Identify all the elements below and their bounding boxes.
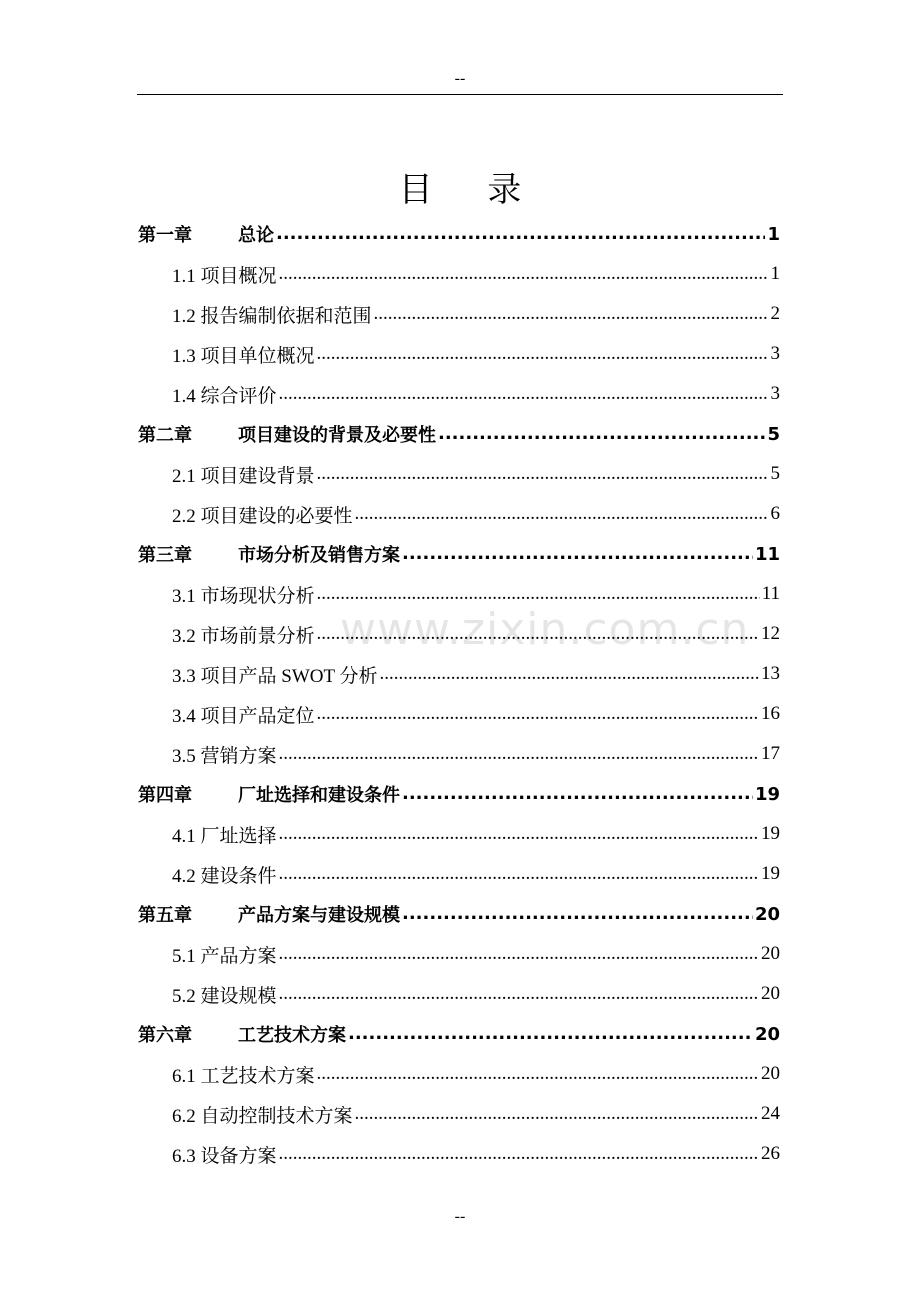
toc-chapter-entry[interactable] bbox=[138, 1014, 780, 1054]
toc-page-number: 12 bbox=[761, 623, 780, 644]
toc-page-number: 17 bbox=[761, 743, 780, 764]
toc-dot-leader bbox=[402, 784, 753, 804]
toc-chapter-number: 第四章 bbox=[138, 785, 192, 806]
toc-section-entry[interactable] bbox=[138, 374, 780, 414]
toc-entry-label bbox=[138, 901, 400, 927]
toc-page-number: 20 bbox=[754, 1023, 780, 1045]
toc-dot-leader bbox=[279, 824, 759, 845]
toc-entry-title: 1.1 项目概况 bbox=[172, 265, 277, 287]
toc-page-number: 20 bbox=[761, 983, 780, 1004]
toc-page-number: 2 bbox=[770, 303, 780, 324]
toc-entry-label bbox=[172, 941, 277, 968]
toc-section-entry[interactable] bbox=[138, 1054, 780, 1094]
toc-entry-label bbox=[138, 421, 436, 447]
toc-entry-label bbox=[172, 701, 315, 728]
toc-chapter-entry[interactable] bbox=[138, 534, 780, 574]
toc-chapter-number: 第一章 bbox=[138, 225, 192, 246]
toc-section-entry[interactable] bbox=[138, 694, 780, 734]
toc-page-number: 24 bbox=[761, 1103, 780, 1124]
toc-entry-label bbox=[172, 861, 277, 888]
toc-section-entry[interactable] bbox=[138, 454, 780, 494]
toc-entry-title: 2.1 项目建设背景 bbox=[172, 465, 315, 487]
toc-page-number: 11 bbox=[754, 543, 780, 565]
toc-dot-leader bbox=[355, 1104, 759, 1125]
toc-entry-title: 1.3 项目单位概况 bbox=[172, 345, 315, 367]
toc-page-number: 19 bbox=[761, 863, 780, 884]
toc-dot-leader bbox=[279, 944, 759, 965]
toc-section-entry[interactable] bbox=[138, 334, 780, 374]
toc-entry-title: 3.3 项目产品 SWOT 分析 bbox=[172, 665, 378, 687]
toc-entry-title: 厂址选择和建设条件 bbox=[238, 785, 400, 806]
toc-entry-title: 项目建设的背景及必要性 bbox=[238, 425, 436, 446]
toc-entry-label bbox=[172, 981, 277, 1008]
toc-entry-label bbox=[172, 261, 277, 288]
toc-entry-title: 5.2 建设规模 bbox=[172, 985, 277, 1007]
toc-chapter-number: 第二章 bbox=[138, 425, 192, 446]
toc-entry-title: 3.4 项目产品定位 bbox=[172, 705, 315, 727]
toc-entry-label bbox=[172, 821, 277, 848]
toc-dot-leader bbox=[317, 464, 769, 485]
toc-dot-leader bbox=[402, 544, 753, 564]
toc-entry-title: 工艺技术方案 bbox=[238, 1025, 346, 1046]
toc-entry-title: 1.2 报告编制依据和范围 bbox=[172, 305, 372, 327]
toc-entry-label bbox=[172, 1061, 315, 1088]
toc-entry-title: 2.2 项目建设的必要性 bbox=[172, 505, 353, 527]
toc-page-number: 13 bbox=[761, 663, 780, 684]
toc-dot-leader bbox=[317, 624, 759, 645]
toc-page-number: 26 bbox=[761, 1143, 780, 1164]
toc-section-entry[interactable] bbox=[138, 494, 780, 534]
toc-section-entry[interactable] bbox=[138, 1094, 780, 1134]
table-of-contents bbox=[138, 214, 780, 1174]
toc-section-entry[interactable] bbox=[138, 614, 780, 654]
toc-chapter-entry[interactable] bbox=[138, 214, 780, 254]
toc-page-number: 20 bbox=[761, 943, 780, 964]
toc-dot-leader bbox=[279, 744, 759, 765]
toc-dot-leader bbox=[438, 424, 765, 444]
toc-title: 目 录 bbox=[398, 170, 544, 210]
toc-dot-leader bbox=[355, 504, 769, 525]
toc-page-number: 16 bbox=[761, 703, 780, 724]
toc-section-entry[interactable] bbox=[138, 294, 780, 334]
toc-entry-title: 6.1 工艺技术方案 bbox=[172, 1065, 315, 1087]
toc-section-entry[interactable] bbox=[138, 814, 780, 854]
header-rule bbox=[137, 94, 783, 95]
toc-entry-title: 6.3 设备方案 bbox=[172, 1145, 277, 1167]
toc-section-entry[interactable] bbox=[138, 254, 780, 294]
toc-section-entry[interactable] bbox=[138, 734, 780, 774]
toc-entry-label bbox=[172, 741, 277, 768]
toc-entry-label bbox=[172, 1101, 353, 1128]
toc-entry-title: 市场分析及销售方案 bbox=[238, 545, 400, 566]
toc-entry-label bbox=[138, 1021, 346, 1047]
toc-page-number: 1 bbox=[770, 263, 780, 284]
toc-entry-title: 3.2 市场前景分析 bbox=[172, 625, 315, 647]
toc-page-number: 19 bbox=[761, 823, 780, 844]
toc-page-number: 3 bbox=[770, 383, 780, 404]
toc-entry-label bbox=[172, 341, 315, 368]
toc-page-number: 3 bbox=[770, 343, 780, 364]
toc-page-number: 19 bbox=[754, 783, 780, 805]
toc-page-number: 5 bbox=[767, 423, 780, 445]
toc-entry-title: 产品方案与建设规模 bbox=[238, 905, 400, 926]
toc-dot-leader bbox=[374, 304, 769, 325]
toc-entry-title: 4.1 厂址选择 bbox=[172, 825, 277, 847]
toc-dot-leader bbox=[317, 704, 759, 725]
toc-entry-title: 5.1 产品方案 bbox=[172, 945, 277, 967]
toc-page-number: 20 bbox=[754, 903, 780, 925]
toc-dot-leader bbox=[348, 1024, 753, 1044]
toc-entry-label bbox=[172, 381, 277, 408]
toc-entry-title: 3.5 营销方案 bbox=[172, 745, 277, 767]
toc-entry-title: 4.2 建设条件 bbox=[172, 865, 277, 887]
toc-chapter-number: 第六章 bbox=[138, 1025, 192, 1046]
toc-dot-leader bbox=[276, 224, 765, 244]
toc-section-entry[interactable] bbox=[138, 654, 780, 694]
page-header-mark: -- bbox=[454, 70, 466, 87]
toc-dot-leader bbox=[317, 344, 769, 365]
toc-dot-leader bbox=[279, 984, 759, 1005]
toc-entry-label bbox=[138, 781, 400, 807]
toc-entry-title: 1.4 综合评价 bbox=[172, 385, 277, 407]
toc-entry-title: 3.1 市场现状分析 bbox=[172, 585, 315, 607]
toc-entry-label bbox=[172, 461, 315, 488]
toc-section-entry[interactable] bbox=[138, 1134, 780, 1174]
toc-entry-label bbox=[138, 541, 400, 567]
toc-chapter-entry[interactable] bbox=[138, 894, 780, 934]
toc-section-entry[interactable] bbox=[138, 854, 780, 894]
toc-chapter-number: 第五章 bbox=[138, 905, 192, 926]
toc-chapter-number: 第三章 bbox=[138, 545, 192, 566]
toc-page-number: 1 bbox=[767, 223, 780, 245]
toc-dot-leader bbox=[279, 384, 769, 405]
toc-page-number: 6 bbox=[770, 503, 780, 524]
toc-page-number: 11 bbox=[761, 583, 780, 604]
toc-entry-label bbox=[172, 501, 353, 528]
toc-entry-label bbox=[172, 581, 315, 608]
page-footer-mark: -- bbox=[454, 1208, 466, 1225]
toc-entry-label bbox=[172, 661, 377, 688]
watermark: www.zixin.com.cn bbox=[340, 604, 750, 655]
toc-dot-leader bbox=[279, 1144, 759, 1165]
toc-section-entry[interactable] bbox=[138, 974, 780, 1014]
toc-dot-leader bbox=[402, 904, 753, 924]
toc-entry-label bbox=[172, 301, 372, 328]
toc-entry-title: 总论 bbox=[238, 225, 274, 246]
toc-entry-label bbox=[172, 621, 315, 648]
toc-section-entry[interactable] bbox=[138, 574, 780, 614]
toc-dot-leader bbox=[379, 664, 759, 685]
toc-dot-leader bbox=[279, 864, 759, 885]
toc-dot-leader bbox=[279, 264, 769, 285]
toc-entry-label bbox=[172, 1141, 277, 1168]
toc-page-number: 20 bbox=[761, 1063, 780, 1084]
toc-chapter-entry[interactable] bbox=[138, 414, 780, 454]
toc-page-number: 5 bbox=[770, 463, 780, 484]
toc-dot-leader bbox=[317, 584, 760, 605]
toc-section-entry[interactable] bbox=[138, 934, 780, 974]
toc-dot-leader bbox=[317, 1064, 759, 1085]
toc-chapter-entry[interactable] bbox=[138, 774, 780, 814]
toc-entry-title: 6.2 自动控制技术方案 bbox=[172, 1105, 353, 1127]
toc-entry-label bbox=[138, 221, 274, 247]
